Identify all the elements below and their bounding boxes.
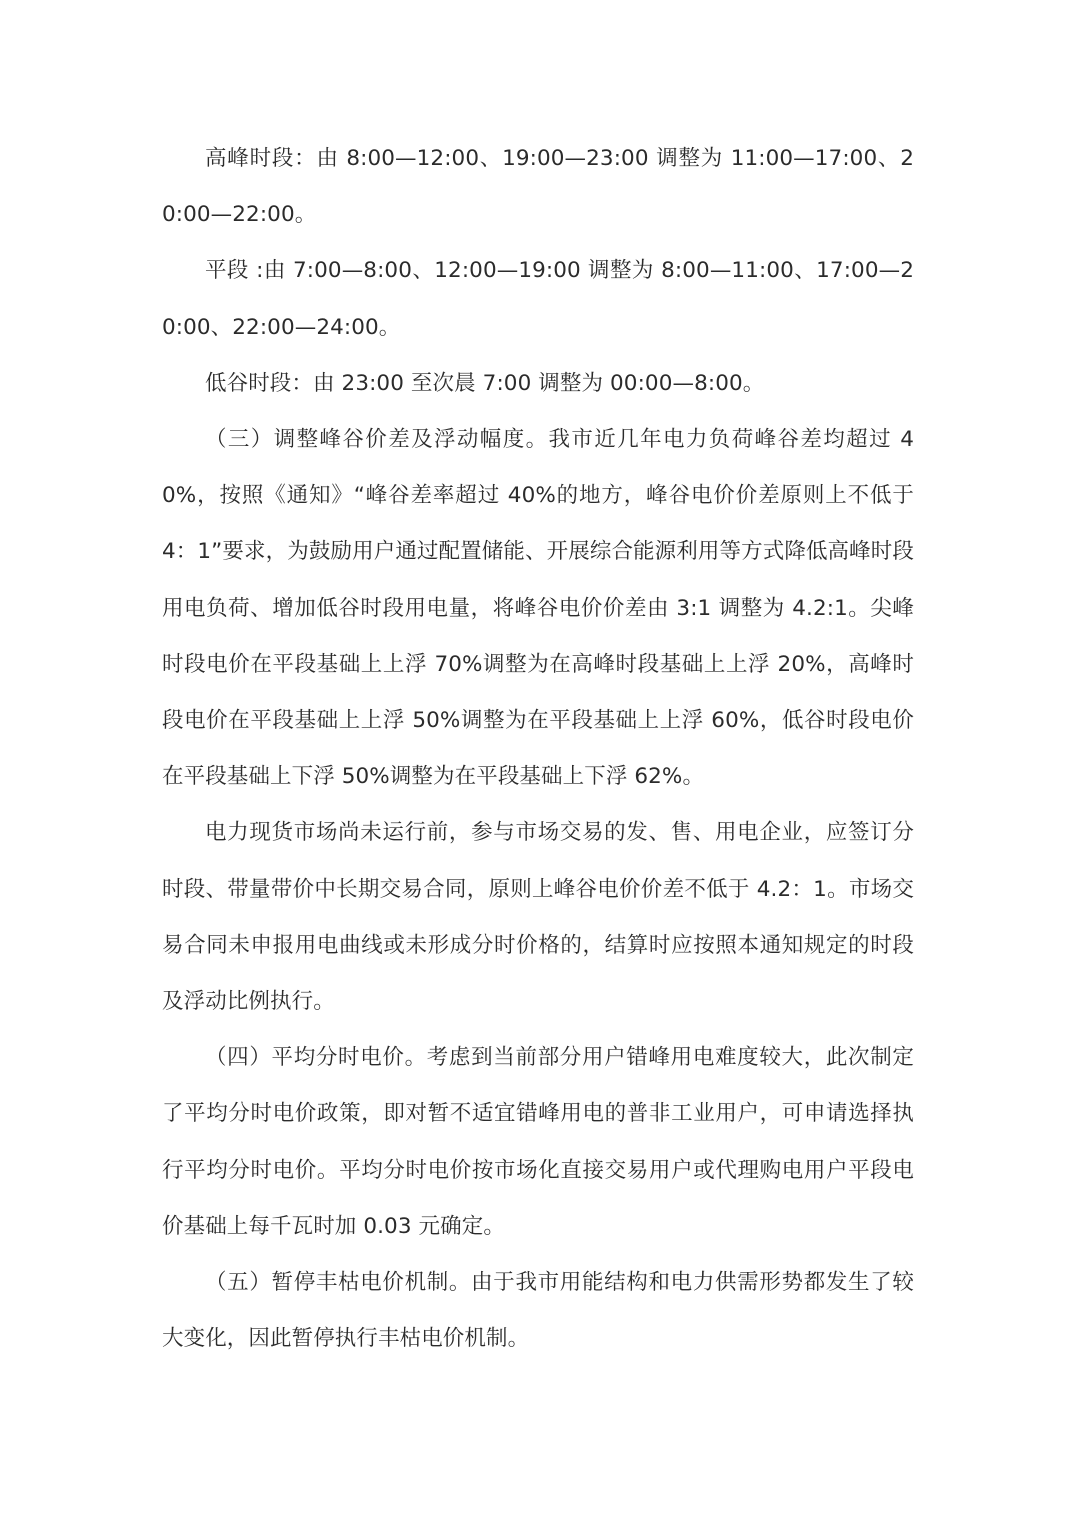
paragraph-section-five: （五）暂停丰枯电价机制。由于我市用能结构和电力供需形势都发生了较大变化，因此暂停执行丰枯电价机制。 xyxy=(162,1270,914,1352)
paragraph-spot-market: 电力现货市场尚未运行前，参与市场交易的发、售、用电企业，应签订分时段、带量带价中长期交易合同，原则上峰谷电价价差不低于 4.2：1。市场交易合同未申报用电曲线或未形成分时价格的，结算时应按照本通知规定的时段及浮动比例执行。 xyxy=(162,820,914,1015)
paragraph-flat-hours: 平段 :由 7:00—8:00、12:00—19:00 调整为 8:00—11:00、17:00—20:00、22:00—24:00。 xyxy=(162,258,914,340)
paragraph-peak-hours: 高峰时段：由 8:00—12:00、19:00—23:00 调整为 11:00—17:00、20:00—22:00。 xyxy=(162,146,914,228)
document-body xyxy=(162,131,914,1367)
paragraph-section-four: （四）平均分时电价。考虑到当前部分用户错峰用电难度较大，此次制定了平均分时电价政策，即对暂不适宜错峰用电的普非工业用户，可申请选择执行平均分时电价。平均分时电价按市场化直接交易用户或代理购电用户平段电价基础上每千瓦时加 0.03 元确定。 xyxy=(162,1045,914,1239)
paragraph-valley-hours: 低谷时段：由 23:00 至次晨 7:00 调整为 00:00—8:00。 xyxy=(205,370,765,396)
paragraph-section-three: （三）调整峰谷价差及浮动幅度。我市近几年电力负荷峰谷差均超过 40%，按照《通知》“峰谷差率超过 40%的地方，峰谷电价价差原则上不低于 4：1”要求，为鼓励用户通过配置储能、开展综合能源利用等方式降低高峰时段用电负荷、增加低谷时段用电量，将峰谷电价价差由 3:1 调整为 4.2:1。尖峰时段电价在平段基础上上浮 70%调整为在高峰时段基础上上浮 20%，高峰时段电价在平段基础上上浮 50%调整为在平段基础上上浮 60%，低谷时段电价在平段基础上下浮 50%调整为在平段基础上下浮 62%。 xyxy=(162,427,914,790)
